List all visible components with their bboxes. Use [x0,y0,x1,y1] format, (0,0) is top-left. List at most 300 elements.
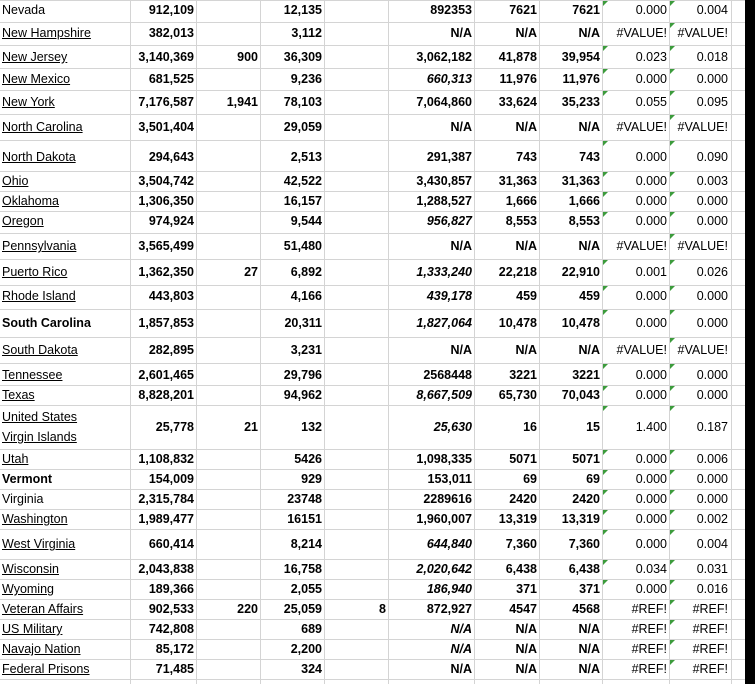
value-cell-c1[interactable]: 1,108,832 [138,452,194,466]
value-cell-c8[interactable]: #VALUE! [616,26,667,40]
value-cell-c1[interactable]: 3,565,499 [138,239,194,253]
error-indicator-icon [670,310,675,315]
value-cell-c8[interactable]: 0.000 [635,150,667,164]
error-indicator-icon [670,600,675,605]
row-gridline [0,405,745,406]
value-cell-c8[interactable]: 0.000 [635,388,667,402]
row-gridline [0,0,745,1]
error-indicator-icon [670,69,675,74]
state-name-cell[interactable]: Washington [2,512,68,526]
value-cell-c3[interactable]: 16151 [287,512,322,526]
value-cell-c6[interactable]: 11,976 [499,72,537,86]
value-cell-c8[interactable]: #VALUE! [616,239,667,253]
value-cell-c3[interactable]: 51,480 [283,239,322,253]
value-cell-c9[interactable]: 0.095 [696,95,728,109]
value-cell-c5[interactable]: 1,288,527 [416,194,472,208]
value-cell-c1[interactable]: 8,828,201 [138,388,194,402]
value-cell-c6[interactable]: 22,218 [498,265,537,279]
row-gridline [0,579,745,580]
value-cell-c1[interactable]: 1,362,350 [138,265,194,279]
value-cell-c9[interactable]: 0.000 [696,289,728,303]
error-indicator-icon [670,660,675,665]
value-cell-c5[interactable]: 660,313 [426,72,472,86]
state-name-cell[interactable]: Nevada [2,3,46,17]
error-indicator-icon [670,580,675,585]
value-cell-c9[interactable]: 0.000 [696,388,728,402]
value-cell-c7[interactable]: N/A [578,120,600,134]
value-cell-c6[interactable]: 743 [516,150,537,164]
value-cell-c5[interactable]: 3,430,857 [416,174,472,188]
state-name-cell[interactable]: Vermont [2,472,53,486]
value-cell-c5[interactable]: 872,927 [426,602,472,616]
error-indicator-icon [670,470,675,475]
value-cell-c7[interactable]: 2420 [572,492,600,506]
state-name-cell[interactable]: North Carolina [2,120,83,134]
value-cell-c6[interactable]: 371 [516,582,537,596]
state-name-cell[interactable]: Veteran Affairs [2,602,84,616]
row-gridline [0,68,745,69]
error-indicator-icon [603,1,608,6]
value-cell-c8[interactable]: 0.000 [635,368,667,382]
value-cell-c3[interactable]: 16,758 [283,562,322,576]
value-cell-c9[interactable]: 0.018 [696,50,728,64]
value-cell-c7[interactable]: 459 [579,289,600,303]
value-cell-c3[interactable]: 4,166 [290,289,322,303]
state-name-cell[interactable]: New Hampshire [2,26,91,40]
value-cell-c9[interactable]: 0.031 [696,562,728,576]
value-cell-c3[interactable]: 78,103 [283,95,322,109]
value-cell-c6[interactable]: 3221 [509,368,537,382]
error-indicator-icon [670,286,675,291]
value-cell-c6[interactable]: N/A [515,343,537,357]
error-indicator-icon [670,450,675,455]
value-cell-c5[interactable]: N/A [450,26,472,40]
row-gridline [0,191,745,192]
value-cell-c6[interactable]: 33,624 [498,95,537,109]
value-cell-c9[interactable]: 0.000 [696,368,728,382]
value-cell-c7[interactable]: 13,319 [561,512,600,526]
value-cell-c3[interactable]: 25,059 [283,602,322,616]
value-cell-c3[interactable]: 2,200 [290,642,322,656]
state-name-cell[interactable]: US Military [2,622,63,636]
state-name-cell[interactable]: Wisconsin [2,562,59,576]
value-cell-c5[interactable]: 1,333,240 [416,265,472,279]
column-gridline [731,0,732,684]
value-cell-c3[interactable]: 2,513 [290,150,322,164]
value-cell-c9[interactable]: #REF! [692,622,728,636]
state-name-cell[interactable]: Navajo Nation [2,642,81,656]
value-cell-c7[interactable]: 35,233 [561,95,600,109]
value-cell-c7[interactable]: N/A [578,662,600,676]
value-cell-c3[interactable]: 9,236 [290,72,322,86]
value-cell-c1[interactable]: 1,989,477 [138,512,194,526]
value-cell-c3[interactable]: 2,055 [290,582,322,596]
value-cell-c6[interactable]: 1,666 [505,194,537,208]
row-gridline [0,639,745,640]
value-cell-c5[interactable]: 2289616 [423,492,472,506]
value-cell-c1[interactable]: 742,808 [148,622,194,636]
value-cell-c5[interactable]: 3,062,182 [416,50,472,64]
value-cell-c8[interactable]: #REF! [631,622,667,636]
value-cell-c6[interactable]: N/A [515,622,537,636]
row-gridline [0,385,745,386]
value-cell-c8[interactable]: 0.000 [635,194,667,208]
value-cell-c1[interactable]: 3,504,742 [138,174,194,188]
value-cell-c9[interactable]: 0.004 [696,537,728,551]
value-cell-c1[interactable]: 7,176,587 [138,95,194,109]
value-cell-c7[interactable]: 10,478 [561,316,600,330]
value-cell-c5[interactable]: N/A [450,662,472,676]
value-cell-c1[interactable]: 912,109 [148,3,194,17]
value-cell-c9[interactable]: 0.002 [696,512,728,526]
state-name-cell[interactable]: Pennsylvania [2,239,77,253]
error-indicator-icon [603,192,608,197]
error-indicator-icon [603,560,608,565]
state-name-cell[interactable]: Oklahoma [2,194,59,208]
value-cell-c3[interactable]: 689 [301,622,322,636]
value-cell-c5[interactable]: 25,630 [433,420,472,434]
value-cell-c5[interactable]: N/A [450,239,472,253]
value-cell-c8[interactable]: 0.000 [635,492,667,506]
value-cell-c1[interactable]: 443,803 [148,289,194,303]
value-cell-c2[interactable]: 27 [244,265,258,279]
state-name-cell[interactable]: New Mexico [2,72,71,86]
value-cell-c6[interactable]: 6,438 [505,562,537,576]
value-cell-c8[interactable]: 0.000 [635,452,667,466]
value-cell-c7[interactable]: N/A [578,642,600,656]
error-indicator-icon [670,1,675,6]
value-cell-c5[interactable]: 2,020,642 [416,562,472,576]
value-cell-c8[interactable]: #REF! [631,662,667,676]
state-name-cell[interactable]: Federal Prisons [2,662,90,676]
row-gridline [0,619,745,620]
value-cell-c1[interactable]: 85,172 [155,642,194,656]
state-name-cell[interactable]: South Dakota [2,343,78,357]
value-cell-c9[interactable]: 0.000 [696,214,728,228]
value-cell-c6[interactable]: 41,878 [498,50,537,64]
value-cell-c8[interactable]: 0.034 [635,562,667,576]
value-cell-c9[interactable]: 0.004 [696,3,728,17]
value-cell-c6[interactable]: 13,319 [498,512,537,526]
value-cell-c4[interactable]: 8 [379,602,386,616]
value-cell-c9[interactable]: #REF! [692,662,728,676]
value-cell-c5[interactable]: 1,827,064 [416,316,472,330]
value-cell-c5[interactable]: 2568448 [423,368,472,382]
value-cell-c8[interactable]: #REF! [631,602,667,616]
value-cell-c3[interactable]: 929 [301,472,322,486]
error-indicator-icon [603,212,608,217]
value-cell-c9[interactable]: 0.000 [696,72,728,86]
value-cell-c7[interactable]: 7,360 [568,537,600,551]
value-cell-c7[interactable]: 22,910 [561,265,600,279]
state-name-cell[interactable]: Puerto Rico [2,265,68,279]
error-indicator-icon [670,46,675,51]
value-cell-c1[interactable]: 154,009 [148,472,194,486]
value-cell-c2[interactable]: 1,941 [226,95,258,109]
value-cell-c8[interactable]: 0.000 [635,174,667,188]
value-cell-c1[interactable]: 25,778 [155,420,194,434]
value-cell-c9[interactable]: 0.187 [696,420,728,434]
row-gridline [0,659,745,660]
value-cell-c8[interactable]: 0.000 [635,72,667,86]
value-cell-c6[interactable]: 2420 [509,492,537,506]
value-cell-c9[interactable]: #VALUE! [677,26,728,40]
value-cell-c6[interactable]: 7,360 [505,537,537,551]
error-indicator-icon [670,338,675,343]
value-cell-c5[interactable]: 291,387 [426,150,472,164]
value-cell-c7[interactable]: 3221 [572,368,600,382]
column-gridline [324,0,325,684]
value-cell-c1[interactable]: 3,501,404 [138,120,194,134]
window-edge [745,0,755,684]
error-indicator-icon [603,286,608,291]
value-cell-c5[interactable]: N/A [450,622,472,636]
error-indicator-icon [670,172,675,177]
value-cell-c7[interactable]: 371 [579,582,600,596]
error-indicator-icon [603,510,608,515]
row-gridline [0,363,745,364]
value-cell-c2[interactable]: 21 [244,420,258,434]
row-gridline [0,45,745,46]
value-cell-c5[interactable]: 1,960,007 [416,512,472,526]
error-indicator-icon [603,172,608,177]
value-cell-c9[interactable]: 0.000 [696,194,728,208]
value-cell-c7[interactable]: 70,043 [561,388,600,402]
value-cell-c1[interactable]: 189,366 [148,582,194,596]
value-cell-c6[interactable]: N/A [515,26,537,40]
value-cell-c6[interactable]: N/A [515,239,537,253]
row-gridline [0,509,745,510]
error-indicator-icon [603,46,608,51]
value-cell-c1[interactable]: 974,924 [148,214,194,228]
row-gridline [0,529,745,530]
error-indicator-icon [603,69,608,74]
value-cell-c7[interactable]: 5071 [572,452,600,466]
error-indicator-icon [603,406,608,411]
value-cell-c6[interactable]: 459 [516,289,537,303]
value-cell-c7[interactable]: 6,438 [568,562,600,576]
error-indicator-icon [603,530,608,535]
value-cell-c6[interactable]: 65,730 [498,388,537,402]
value-cell-c8[interactable]: 0.000 [635,537,667,551]
state-name-cell[interactable]: North Dakota [2,150,76,164]
state-name-cell[interactable]: South Carolina [2,316,91,330]
value-cell-c8[interactable]: 0.000 [635,582,667,596]
row-gridline [0,211,745,212]
value-cell-c1[interactable]: 681,525 [148,72,194,86]
value-cell-c7[interactable]: N/A [578,343,600,357]
row-gridline [0,233,745,234]
value-cell-c9[interactable]: #VALUE! [677,239,728,253]
row-gridline [0,489,745,490]
value-cell-c3[interactable]: 42,522 [283,174,322,188]
value-cell-c6[interactable]: 7621 [509,3,537,17]
value-cell-c1[interactable]: 1,306,350 [138,194,194,208]
value-cell-c5[interactable]: 8,667,509 [416,388,472,402]
value-cell-c7[interactable]: 743 [579,150,600,164]
state-name-cell[interactable]: Oregon [2,214,44,228]
value-cell-c5[interactable]: 956,827 [426,214,472,228]
value-cell-c7[interactable]: 4568 [572,602,600,616]
value-cell-c3[interactable]: 8,214 [290,537,322,551]
value-cell-c7[interactable]: 39,954 [561,50,600,64]
value-cell-c1[interactable]: 1,857,853 [138,316,194,330]
value-cell-c5[interactable]: N/A [450,120,472,134]
value-cell-c9[interactable]: #REF! [692,602,728,616]
state-name-cell[interactable]: Rhode Island [2,289,76,303]
value-cell-c9[interactable]: #VALUE! [677,343,728,357]
row-gridline [0,449,745,450]
value-cell-c6[interactable]: 69 [523,472,537,486]
error-indicator-icon [670,260,675,265]
error-indicator-icon [603,260,608,265]
state-name-cell[interactable]: New York [2,95,55,109]
value-cell-c3[interactable]: 3,112 [291,26,322,40]
value-cell-c7[interactable]: 31,363 [561,174,600,188]
value-cell-c7[interactable]: 1,666 [568,194,600,208]
value-cell-c1[interactable]: 660,414 [148,537,194,551]
value-cell-c8[interactable]: 0.000 [635,214,667,228]
value-cell-c6[interactable]: 8,553 [505,214,537,228]
value-cell-c5[interactable]: 644,840 [426,537,472,551]
value-cell-c7[interactable]: N/A [578,239,600,253]
value-cell-c5[interactable]: 153,011 [427,472,472,486]
value-cell-c3[interactable]: 9,544 [290,214,322,228]
error-indicator-icon [670,490,675,495]
error-indicator-icon [670,386,675,391]
value-cell-c8[interactable]: #VALUE! [616,120,667,134]
value-cell-c3[interactable]: 94,962 [283,388,322,402]
value-cell-c3[interactable]: 3,231 [290,343,322,357]
value-cell-c9[interactable]: 0.000 [696,472,728,486]
value-cell-c5[interactable]: 1,098,335 [416,452,472,466]
value-cell-c6[interactable]: 4547 [509,602,537,616]
value-cell-c8[interactable]: 0.000 [635,289,667,303]
value-cell-c8[interactable]: #VALUE! [616,343,667,357]
value-cell-c1[interactable]: 2,043,838 [138,562,194,576]
value-cell-c1[interactable]: 2,315,784 [138,492,194,506]
state-name-cell[interactable]: Utah [2,452,29,466]
value-cell-c7[interactable]: 8,553 [568,214,600,228]
value-cell-c5[interactable]: 186,940 [426,582,472,596]
value-cell-c1[interactable]: 902,533 [148,602,194,616]
value-cell-c3[interactable]: 324 [301,662,322,676]
value-cell-c6[interactable]: 16 [523,420,537,434]
value-cell-c3[interactable]: 12,135 [283,3,322,17]
value-cell-c5[interactable]: N/A [450,642,472,656]
state-name-cell[interactable]: New Jersey [2,50,68,64]
row-gridline [0,337,745,338]
value-cell-c6[interactable]: 5071 [509,452,537,466]
value-cell-c9[interactable]: #VALUE! [677,120,728,134]
error-indicator-icon [670,23,675,28]
error-indicator-icon [670,406,675,411]
value-cell-c7[interactable]: 7621 [572,3,600,17]
value-cell-c5[interactable]: 892353 [430,3,472,17]
error-indicator-icon [603,310,608,315]
value-cell-c3[interactable]: 6,892 [290,265,322,279]
column-gridline [130,0,131,684]
value-cell-c8[interactable]: 0.000 [635,316,667,330]
value-cell-c9[interactable]: 0.000 [696,492,728,506]
row-gridline [0,599,745,600]
value-cell-c6[interactable]: N/A [515,642,537,656]
state-name-cell[interactable]: Virginia [2,492,44,506]
value-cell-c2[interactable]: 900 [237,50,258,64]
error-indicator-icon [670,234,675,239]
value-cell-c1[interactable]: 382,013 [148,26,194,40]
value-cell-c8[interactable]: 0.000 [635,3,667,17]
value-cell-c7[interactable]: N/A [578,26,600,40]
state-name-cell[interactable]: United States [2,410,78,424]
value-cell-c3[interactable]: 23748 [287,492,322,506]
state-name-cell[interactable]: Tennessee [2,368,63,382]
value-cell-c8[interactable]: 0.055 [635,95,667,109]
value-cell-c9[interactable]: 0.003 [696,174,728,188]
value-cell-c6[interactable]: 10,478 [498,316,537,330]
value-cell-c1[interactable]: 2,601,465 [138,368,194,382]
state-name-cell-line2[interactable]: Virgin Islands [2,430,77,444]
value-cell-c1[interactable]: 294,643 [148,150,194,164]
value-cell-c3[interactable]: 29,796 [283,368,322,382]
value-cell-c2[interactable]: 220 [237,602,258,616]
value-cell-c5[interactable]: N/A [450,343,472,357]
row-gridline [0,285,745,286]
row-gridline [0,559,745,560]
value-cell-c3[interactable]: 20,311 [284,316,322,330]
value-cell-c5[interactable]: 439,178 [426,289,472,303]
value-cell-c3[interactable]: 132 [301,420,322,434]
state-name-cell[interactable]: Texas [2,388,35,402]
value-cell-c8[interactable]: 0.000 [635,512,667,526]
value-cell-c8[interactable]: 0.001 [635,265,667,279]
value-cell-c3[interactable]: 5426 [294,452,322,466]
value-cell-c3[interactable]: 36,309 [283,50,322,64]
value-cell-c6[interactable]: 31,363 [498,174,537,188]
value-cell-c9[interactable]: 0.000 [696,316,728,330]
value-cell-c9[interactable]: #REF! [692,642,728,656]
value-cell-c8[interactable]: #REF! [631,642,667,656]
value-cell-c1[interactable]: 3,140,369 [138,50,194,64]
error-indicator-icon [670,530,675,535]
value-cell-c3[interactable]: 29,059 [283,120,322,134]
value-cell-c6[interactable]: N/A [515,662,537,676]
error-indicator-icon [603,580,608,585]
state-name-cell[interactable]: West Virginia [2,537,76,551]
state-name-cell[interactable]: Wyoming [2,582,54,596]
state-name-cell[interactable]: Ohio [2,174,29,188]
value-cell-c9[interactable]: 0.026 [696,265,728,279]
value-cell-c7[interactable]: 15 [586,420,600,434]
value-cell-c7[interactable]: 11,976 [562,72,600,86]
value-cell-c5[interactable]: 7,064,860 [416,95,472,109]
value-cell-c1[interactable]: 282,895 [148,343,194,357]
value-cell-c7[interactable]: 69 [586,472,600,486]
value-cell-c1[interactable]: 71,485 [155,662,194,676]
value-cell-c8[interactable]: 0.023 [635,50,667,64]
value-cell-c6[interactable]: N/A [515,120,537,134]
row-gridline [0,259,745,260]
value-cell-c7[interactable]: N/A [578,622,600,636]
value-cell-c8[interactable]: 0.000 [635,472,667,486]
value-cell-c8[interactable]: 1.400 [635,420,667,434]
row-gridline [0,140,745,141]
value-cell-c9[interactable]: 0.006 [696,452,728,466]
value-cell-c3[interactable]: 16,157 [283,194,322,208]
value-cell-c9[interactable]: 0.016 [696,582,728,596]
value-cell-c9[interactable]: 0.090 [696,150,728,164]
error-indicator-icon [603,386,608,391]
